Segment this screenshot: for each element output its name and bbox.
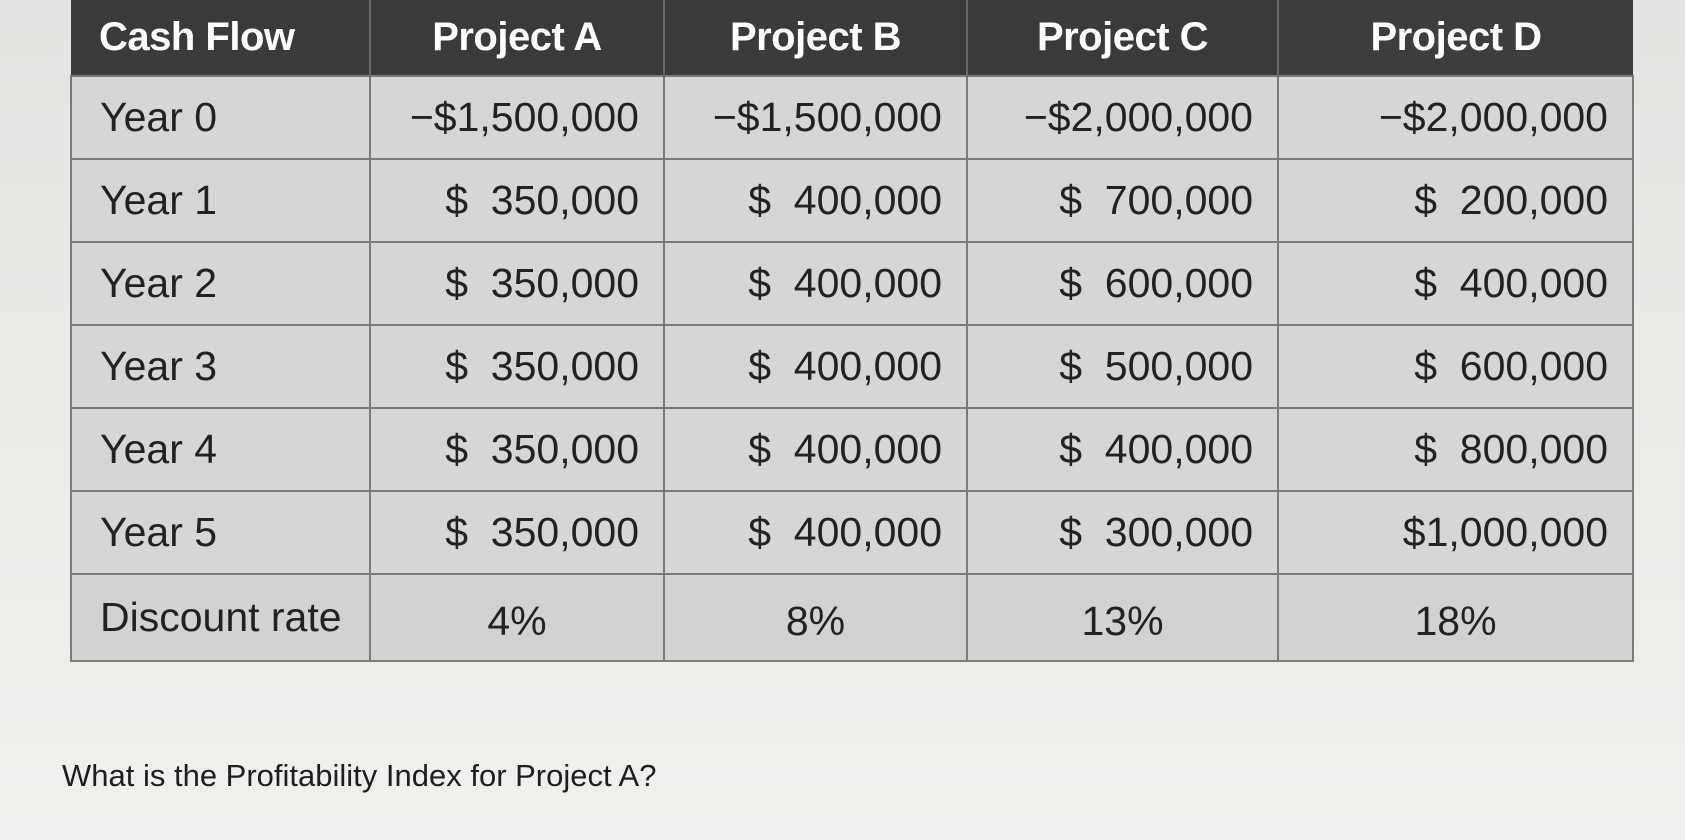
cell-value: $ 200,000 (1278, 159, 1633, 242)
cell-value: $ 800,000 (1278, 408, 1633, 491)
cell-value: −$2,000,000 (967, 76, 1278, 159)
cash-flow-table (70, 0, 1634, 662)
cell-value: −$2,000,000 (1278, 76, 1633, 159)
cell-value: $ 400,000 (664, 491, 967, 574)
table-header-row (71, 0, 1633, 76)
discount-rate-a (370, 574, 664, 661)
cell-value: $ 600,000 (1278, 325, 1633, 408)
row-label: Year 0 (71, 76, 370, 159)
table-row (71, 76, 1633, 159)
discount-rate-b (664, 574, 967, 661)
row-label: Year 5 (71, 491, 370, 574)
cell-value: $ 700,000 (967, 159, 1278, 242)
cell-value: $ 400,000 (664, 325, 967, 408)
cell-value: $ 600,000 (967, 242, 1278, 325)
question-text: What is the Profitability Index for Project A? (62, 758, 657, 793)
cell-value: $ 400,000 (664, 408, 967, 491)
rate-value: 18% (1414, 598, 1497, 644)
table-row (71, 408, 1633, 491)
cell-value: $ 300,000 (967, 491, 1278, 574)
cell-value: $ 400,000 (664, 159, 967, 242)
table-row (71, 159, 1633, 242)
row-label: Year 2 (71, 242, 370, 325)
cell-value: $1,000,000 (1278, 491, 1633, 574)
header-project-a: Project A (370, 0, 664, 76)
cell-value: $ 350,000 (370, 491, 664, 574)
table-row (71, 325, 1633, 408)
discount-rate-c (967, 574, 1278, 661)
cell-value: $ 350,000 (370, 408, 664, 491)
cell-value: $ 350,000 (370, 242, 664, 325)
cell-value: $ 500,000 (967, 325, 1278, 408)
row-label: Year 3 (71, 325, 370, 408)
table-row (71, 242, 1633, 325)
cell-value: $ 350,000 (370, 325, 664, 408)
row-label: Discount rate (71, 574, 370, 661)
header-project-d: Project D (1278, 0, 1633, 76)
table-row (71, 491, 1633, 574)
row-label: Year 4 (71, 408, 370, 491)
rate-value: 13% (1081, 598, 1164, 644)
header-project-b: Project B (664, 0, 967, 76)
cell-value: $ 350,000 (370, 159, 664, 242)
cell-value: −$1,500,000 (664, 76, 967, 159)
header-cash-flow: Cash Flow (71, 0, 370, 76)
discount-rate-row (71, 574, 1633, 661)
cell-value: $ 400,000 (967, 408, 1278, 491)
header-project-c: Project C (967, 0, 1278, 76)
row-label: Year 1 (71, 159, 370, 242)
cell-value: −$1,500,000 (370, 76, 664, 159)
discount-rate-d (1278, 574, 1633, 661)
cell-value: $ 400,000 (1278, 242, 1633, 325)
rate-value: 8% (785, 598, 846, 644)
rate-value: 4% (487, 598, 547, 644)
cell-value: $ 400,000 (664, 242, 967, 325)
